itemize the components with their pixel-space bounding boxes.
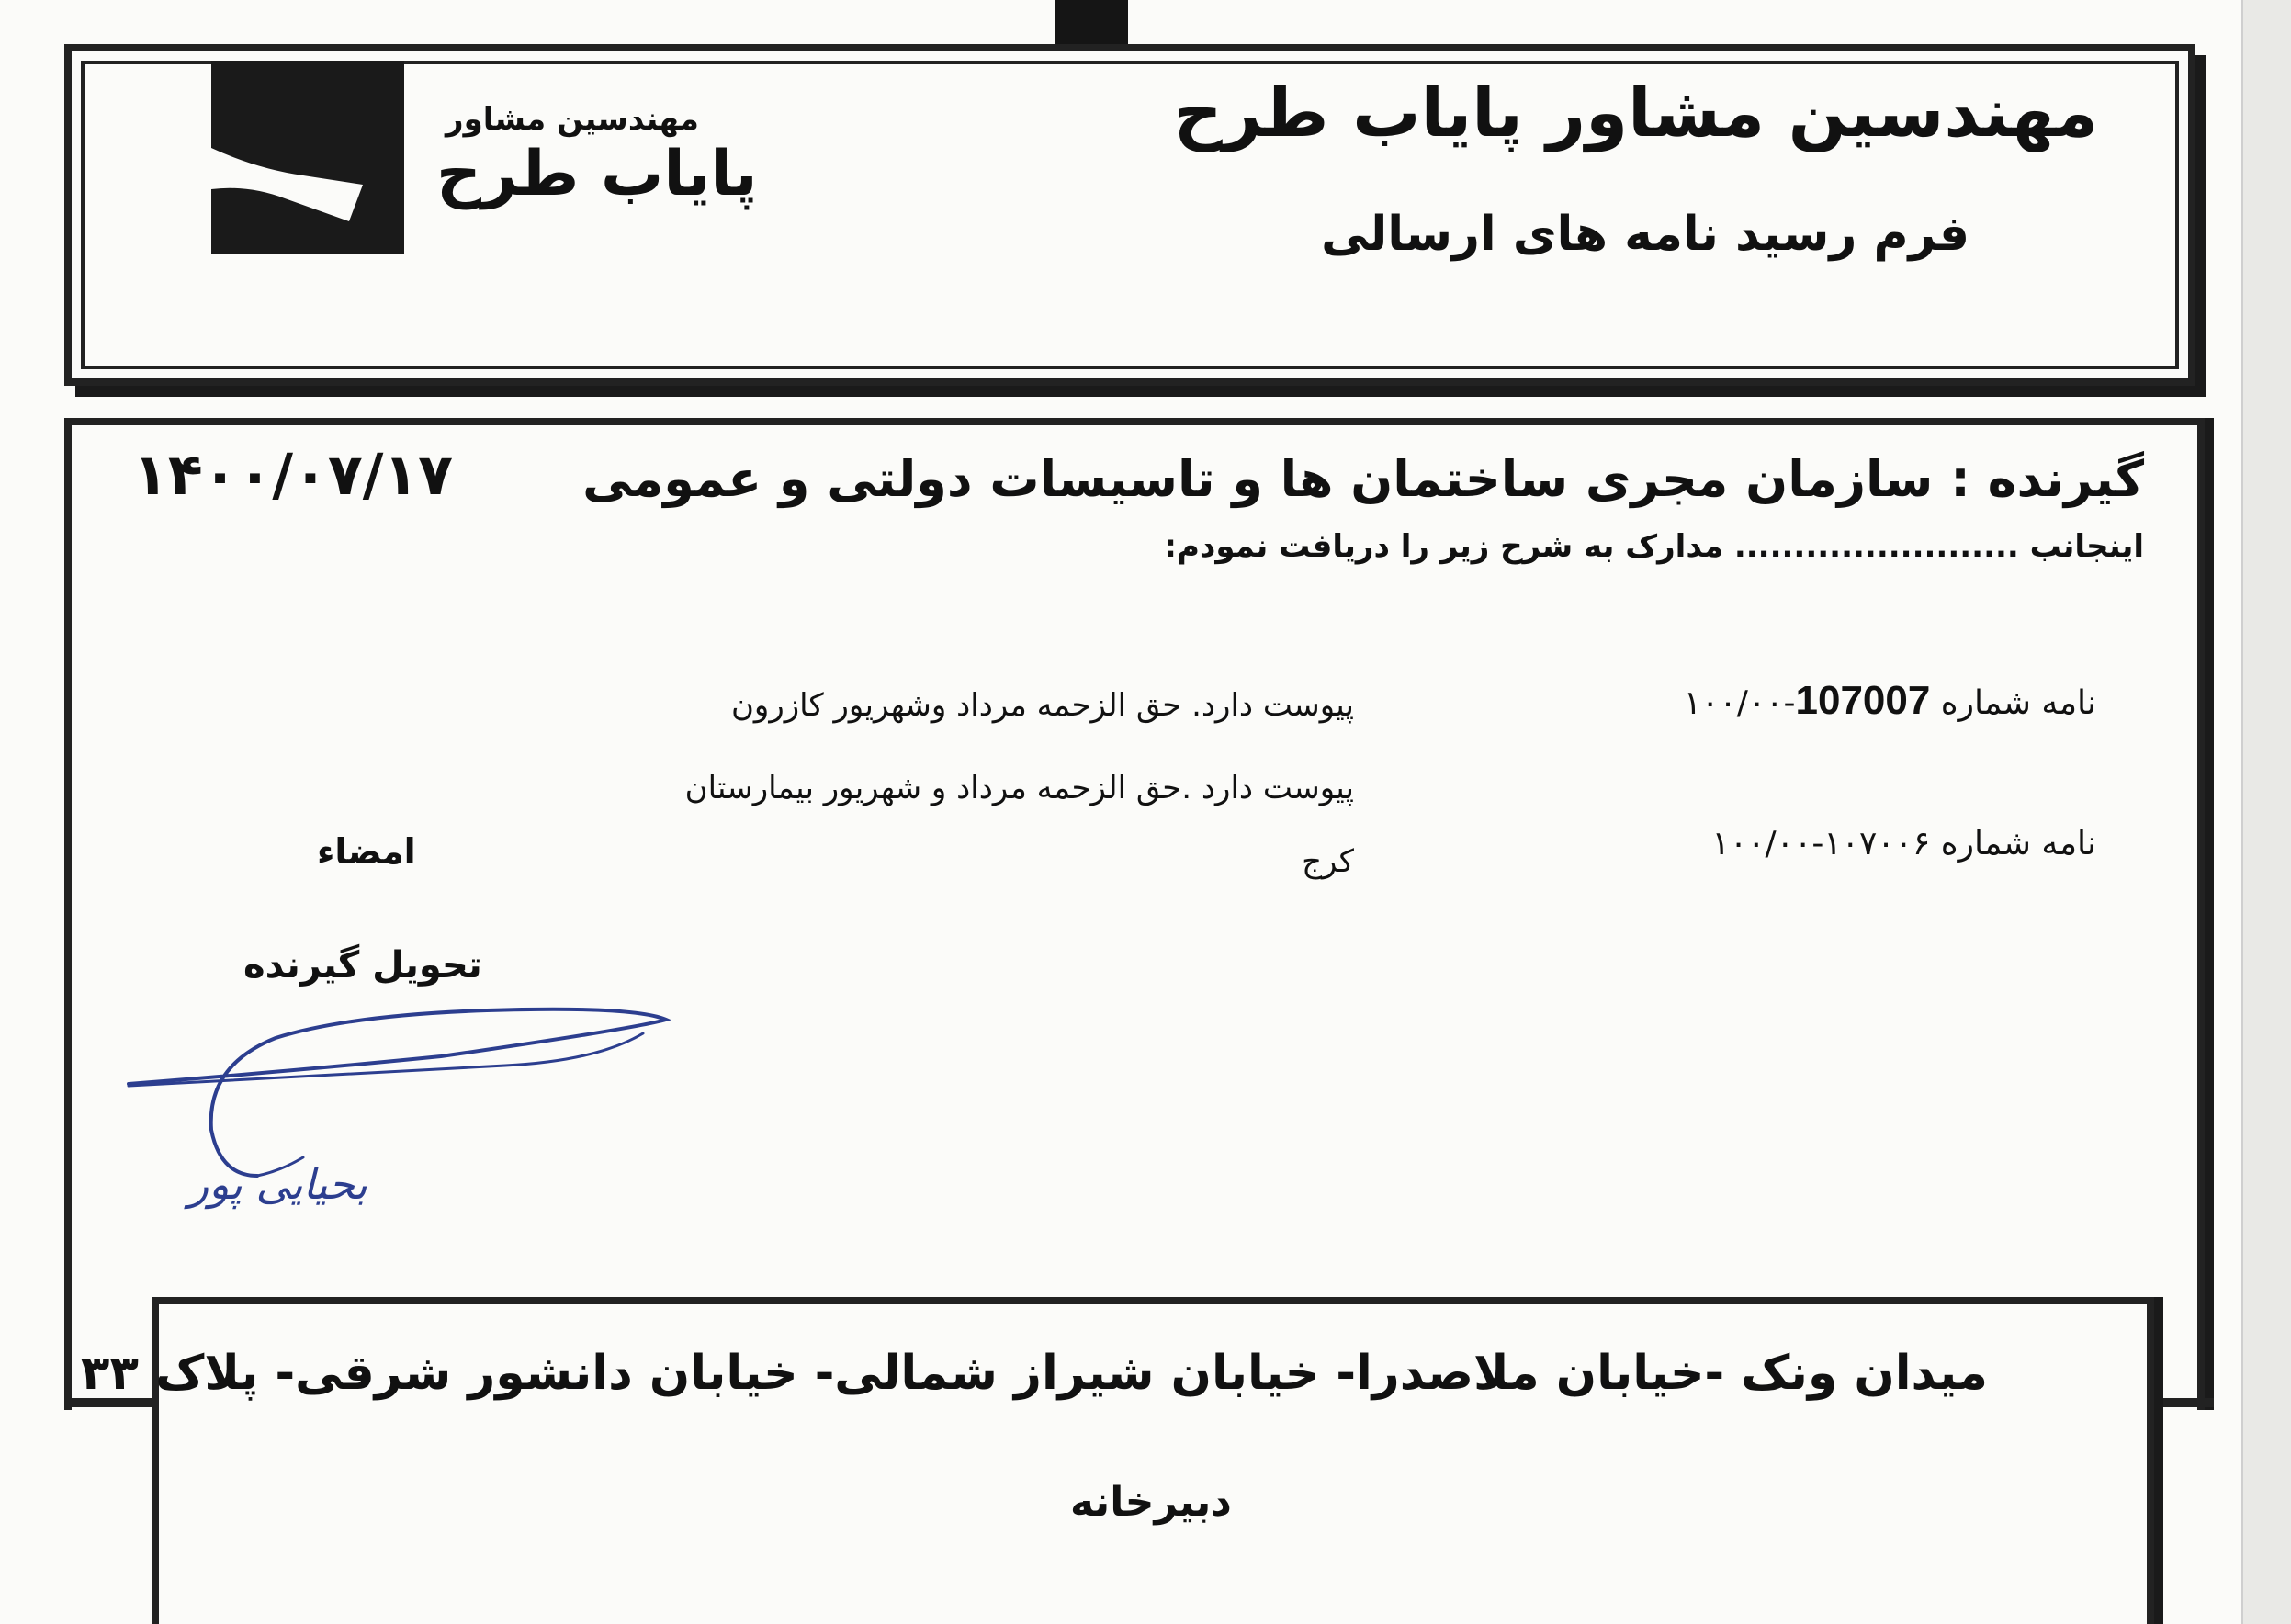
address: میدان ونک -خیابان ملاصدرا- خیابان شیراز شمالی- خیابان دانشور شرقی- پلاک ۳۳ — [80, 1346, 1988, 1401]
acknowledgement-line: اینجانب ........................ مدارک به شرح زیر را دریافت نمودم: — [1164, 528, 2144, 565]
date: ۱۴۰۰/۰۷/۱۷ — [133, 441, 454, 508]
receiver-label: تحویل گیرنده — [243, 944, 482, 987]
signature-label: امضاء — [317, 831, 416, 872]
letter-number-prefix: نامه شماره — [1940, 825, 2096, 863]
letter-description-2: پیوست دارد .حق الزحمه مرداد و شهریور بیمارستان — [684, 770, 1354, 806]
logo-subtitle: مهندسین مشاور — [446, 101, 699, 138]
form-title: فرم رسید نامه های ارسالی — [1321, 207, 1969, 262]
letter-number-main: ۱۰۷۰۰۶ — [1823, 825, 1931, 863]
footer-note: دبیرخانه — [1070, 1479, 1232, 1526]
logo-title: پایاب طرح — [436, 138, 758, 210]
letter-number-2 — [1712, 825, 2097, 863]
letter-number-suffix: -۱۰۰/۰۰ — [1683, 684, 1796, 722]
company-title: مهندسین مشاور پایاب طرح — [1173, 73, 2098, 152]
body-box — [64, 418, 2205, 1410]
letter-number-1 — [1684, 678, 2096, 724]
handwritten-signature — [119, 992, 707, 1249]
paper-edge — [2241, 0, 2291, 1624]
handwritten-name: بحیایی پور — [188, 1159, 367, 1209]
letter-number-prefix: نامه شماره — [1940, 684, 2096, 722]
company-logo-icon — [211, 61, 404, 254]
letter-number-main: 107007 — [1795, 678, 1931, 723]
letter-number-suffix: -۱۰۰/۰۰ — [1711, 825, 1824, 863]
recipient-line: گیرنده : سازمان مجری ساختمان ها و تاسیسات دولتی و عمومی — [582, 450, 2144, 508]
letter-description-2-line2: کرج — [1302, 843, 1354, 880]
letter-description-1: پیوست دارد. حق الزحمه مرداد وشهریور کازرون — [730, 687, 1354, 724]
